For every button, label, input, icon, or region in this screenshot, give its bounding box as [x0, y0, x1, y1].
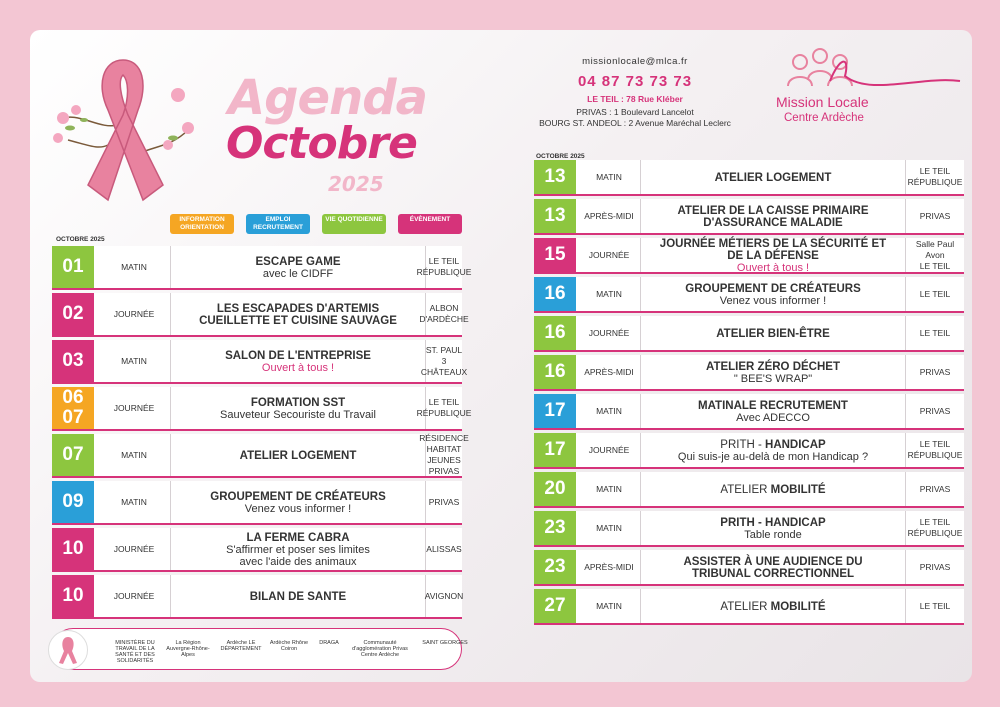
day-number: 09: [62, 491, 84, 512]
event-day: [52, 575, 94, 617]
event-description: [640, 511, 906, 545]
event-location: PRIVAS: [919, 405, 951, 416]
event-title: GROUPEMENT DE CRÉATEURS: [210, 490, 386, 503]
event-row: [534, 550, 964, 586]
event-time: JOURNÉE: [588, 328, 630, 338]
month-label-left: OCTOBRE 2025: [56, 236, 105, 243]
day-number: 07: [62, 444, 84, 465]
event-title: ATELIER LOGEMENT: [239, 449, 357, 462]
event-title: ATELIER ZÉRO DÉCHET: [706, 360, 840, 373]
legend-label: INFORMATION ORIENTATION: [179, 216, 225, 231]
event-subtitle: avec le CIDFF: [262, 267, 334, 280]
title-agenda: Agenda: [228, 70, 427, 126]
mission-locale-logo: [770, 46, 970, 136]
event-title-line: [715, 171, 832, 184]
event-subtitle: Avec ADECCO: [736, 411, 810, 424]
event-title: ATELIER LOGEMENT: [714, 171, 832, 184]
partner-logo: Ardèche Rhône Coiron: [269, 640, 309, 652]
event-title-line: [720, 600, 825, 613]
event-description: [640, 394, 906, 428]
event-title-prefix: PRITH -: [720, 438, 766, 451]
day-number: 13: [544, 205, 566, 226]
event-title: ASSISTER À UNE AUDIENCE DU: [683, 555, 863, 568]
event-day: [534, 316, 576, 350]
event-title: ATELIER DE LA CAISSE PRIMAIRE: [677, 204, 869, 217]
event-title-line: [250, 590, 346, 603]
day-number: 06: [62, 387, 84, 408]
partner-logo: DRAGA: [319, 640, 339, 646]
event-time: MATIN: [596, 172, 622, 182]
contact-block: [520, 56, 750, 128]
event-title-2: CUEILLETTE ET CUISINE SAUVAGE: [199, 314, 397, 327]
logo-text-line2: Centre Ardèche: [784, 112, 864, 124]
event-description: [170, 434, 426, 476]
partner-logo: Communauté d'agglomération Privas Centre Ardèche: [352, 640, 408, 658]
event-title-2: TRIBUNAL CORRECTIONNEL: [691, 567, 855, 580]
event-title: MOBILITÉ: [770, 600, 826, 613]
event-row: [534, 160, 964, 196]
event-title-line: [240, 449, 357, 462]
event-title-line: [217, 302, 379, 315]
partner-logo: Ardèche LE DÉPARTEMENT: [220, 640, 262, 652]
event-row: [534, 511, 964, 547]
event-day: [534, 511, 576, 545]
legend-label: VIE QUOTIDIENNE: [325, 216, 383, 223]
event-subtitle-2: avec l'aide des animaux: [239, 555, 357, 568]
legend-item: [170, 214, 234, 234]
event-day: [534, 394, 576, 428]
event-title-line: [716, 327, 830, 340]
event-title: JOURNÉE MÉTIERS DE LA SÉCURITÉ ET: [659, 237, 887, 250]
day-number: 17: [544, 439, 566, 460]
event-day: [534, 550, 576, 584]
day-number: 20: [544, 478, 566, 499]
legend-item: [322, 214, 386, 234]
event-title-line: [720, 483, 825, 496]
event-time: MATIN: [121, 497, 147, 507]
event-location: LE TEIL RÉPUBLIQUE: [907, 439, 963, 460]
event-title-line: [246, 531, 349, 544]
contact-phone[interactable]: 04 87 73 73 73: [577, 73, 693, 90]
event-time: JOURNÉE: [113, 591, 155, 601]
event-title-line: [685, 282, 861, 295]
event-row: [52, 246, 472, 290]
title-month: Octobre: [226, 118, 417, 169]
event-description: [170, 340, 426, 382]
category-legend: [170, 214, 462, 234]
day-number: 13: [544, 166, 566, 187]
event-row: [534, 199, 964, 235]
event-title-line: [225, 349, 371, 362]
event-day: [52, 340, 94, 382]
event-title-prefix: ATELIER: [720, 600, 771, 613]
address-bourg: BOURG ST. ANDEOL : 2 Avenue Maréchal Leclerc: [539, 118, 731, 128]
event-subtitle: Venez vous informer !: [244, 502, 352, 515]
legend-item: [398, 214, 462, 234]
pink-ribbon-icon: [48, 50, 198, 220]
event-title-line: [698, 399, 848, 412]
event-location: PRIVAS: [919, 366, 951, 377]
day-number: 16: [544, 322, 566, 343]
day-number: 23: [544, 517, 566, 538]
event-row: [52, 481, 462, 525]
event-title: HANDICAP: [765, 438, 826, 451]
event-description: [170, 246, 426, 288]
event-location: Salle Paul Avon LE TEIL: [915, 238, 955, 271]
event-title-line: [720, 516, 825, 529]
event-title: LA FERME CABRA: [246, 531, 350, 544]
event-day: [52, 481, 94, 523]
people-logo-icon: [770, 46, 970, 96]
event-description: [170, 575, 426, 617]
event-day: [52, 246, 94, 288]
day-number: 16: [544, 361, 566, 382]
partner-logo: La Région Auvergne-Rhône-Alpes: [166, 640, 210, 658]
event-time: MATIN: [596, 523, 622, 533]
event-location: LE TEIL RÉPUBLIQUE: [907, 166, 963, 187]
event-description: [170, 528, 426, 570]
event-day: [534, 589, 576, 623]
event-time: JOURNÉE: [588, 445, 630, 455]
event-time: JOURNÉE: [113, 544, 155, 554]
event-description: [640, 199, 906, 233]
day-number: 15: [544, 244, 566, 265]
event-description: [640, 550, 906, 584]
event-row: [534, 433, 964, 469]
event-row: [52, 293, 469, 337]
event-title-line: [683, 555, 862, 568]
event-description: [170, 387, 426, 429]
event-description: [640, 160, 906, 194]
event-description: [640, 238, 906, 272]
event-subtitle: Ouvert à tous !: [261, 361, 335, 374]
event-day: [534, 277, 576, 311]
event-title-line: [210, 490, 386, 503]
event-title: SALON DE L'ENTREPRISE: [225, 349, 371, 362]
day-number: 02: [62, 303, 84, 324]
event-description: [170, 293, 426, 335]
contact-email[interactable]: missionlocale@mlca.fr: [582, 56, 688, 67]
event-time: JOURNÉE: [588, 250, 630, 260]
event-location: RÉSIDENCE HABITAT JEUNES PRIVAS: [419, 433, 469, 476]
event-subtitle: Sauveteur Secouriste du Travail: [220, 408, 376, 421]
event-title: MOBILITÉ: [770, 483, 826, 496]
partner-logo: SAINT GEORGES: [422, 640, 468, 646]
event-description: [640, 277, 906, 311]
event-row: [534, 277, 964, 313]
event-time: MATIN: [121, 262, 147, 272]
event-day: [534, 433, 576, 467]
event-day: [52, 293, 94, 335]
event-time: APRÈS-MIDI: [584, 562, 634, 572]
event-time: MATIN: [121, 356, 147, 366]
event-location: ALISSAS: [426, 543, 462, 554]
event-time: APRÈS-MIDI: [584, 367, 634, 377]
event-location: LE TEIL RÉPUBLIQUE: [416, 256, 472, 277]
event-title: FORMATION SST: [250, 396, 346, 409]
day-number: 10: [62, 585, 84, 606]
event-title: ESCAPE GAME: [255, 255, 341, 268]
event-location: AVIGNON: [424, 590, 464, 601]
event-location: ST. PAUL 3 CHÂTEAUX: [420, 344, 468, 377]
event-location: LE TEIL RÉPUBLIQUE: [907, 517, 963, 538]
footer-ribbon-icon: [48, 630, 88, 670]
event-location: PRIVAS: [428, 496, 460, 507]
agenda-title: [218, 70, 458, 200]
event-title-line: [720, 438, 825, 451]
event-subtitle: S'affirmer et poser ses limites: [226, 543, 370, 556]
event-row: [52, 528, 462, 572]
legend-label: EMPLOI RECRUTEMENT: [253, 216, 303, 231]
event-day: [534, 355, 576, 389]
event-row: [534, 472, 964, 508]
event-row: [534, 589, 964, 625]
event-row: [534, 394, 964, 430]
event-location: LE TEIL RÉPUBLIQUE: [416, 397, 472, 418]
event-row: [52, 340, 468, 384]
day-number: 16: [544, 283, 566, 304]
event-description: [640, 316, 906, 350]
month-label-right: OCTOBRE 2025: [536, 153, 585, 160]
address-privas: PRIVAS : 1 Boulevard Lancelot: [576, 107, 694, 117]
event-location: PRIVAS: [919, 561, 951, 572]
event-location: LE TEIL: [919, 600, 951, 611]
event-description: [640, 589, 906, 623]
day-number: 03: [62, 350, 84, 371]
event-location: LE TEIL: [919, 288, 951, 299]
day-number: 01: [62, 256, 84, 277]
event-title: LES ESCAPADES D'ARTEMIS: [216, 302, 380, 315]
event-location: PRIVAS: [919, 483, 951, 494]
title-year: 2025: [328, 172, 384, 196]
event-time: MATIN: [121, 450, 147, 460]
event-day: [534, 160, 576, 194]
event-time: JOURNÉE: [113, 309, 155, 319]
event-day: [534, 472, 576, 506]
event-description: [170, 481, 426, 523]
event-day: [52, 434, 94, 476]
event-location: PRIVAS: [919, 210, 951, 221]
event-time: MATIN: [596, 484, 622, 494]
event-row: [52, 433, 469, 478]
event-title-line: [251, 396, 345, 409]
event-title-line: [256, 255, 341, 268]
day-number: 17: [544, 400, 566, 421]
legend-label: ÉVÈNEMENT: [409, 216, 451, 223]
event-row: [534, 316, 964, 352]
address-le-teil: LE TEIL : 78 Rue Kléber: [587, 94, 683, 104]
event-description: [640, 355, 906, 389]
event-title-2: D'ASSURANCE MALADIE: [703, 216, 843, 229]
day-number: 23: [544, 556, 566, 577]
event-day: [52, 528, 94, 570]
partner-logo: MINISTÈRE DU TRAVAIL DE LA SANTÉ ET DES SOLIDARITÉS: [115, 640, 155, 664]
event-title-2: DE LA DÉFENSE: [727, 249, 819, 262]
event-time: MATIN: [596, 601, 622, 611]
day-number: 10: [62, 538, 84, 559]
event-location: ALBON D'ARDÈCHE: [419, 303, 469, 324]
event-day: [534, 238, 576, 272]
event-row: [534, 355, 964, 391]
event-time: MATIN: [596, 406, 622, 416]
event-title-prefix: ATELIER: [720, 483, 771, 496]
event-title: BILAN DE SANTE: [249, 590, 347, 603]
logo-text-line1: Mission Locale: [776, 94, 869, 110]
event-title: ATELIER BIEN-ÊTRE: [716, 327, 830, 340]
event-time: MATIN: [596, 289, 622, 299]
event-description: [640, 472, 906, 506]
event-location: LE TEIL: [919, 327, 951, 338]
event-subtitle: " BEE'S WRAP": [733, 372, 813, 385]
event-subtitle: Ouvert à tous !: [736, 261, 810, 274]
event-subtitle: Qui suis-je au-delà de mon Handicap ?: [677, 450, 869, 463]
event-subtitle: Table ronde: [744, 528, 802, 541]
event-title-line: [660, 237, 886, 250]
event-subtitle: Venez vous informer !: [719, 294, 827, 307]
event-day: [534, 199, 576, 233]
event-title: GROUPEMENT DE CRÉATEURS: [685, 282, 861, 295]
event-description: [640, 433, 906, 467]
event-row: [52, 575, 462, 619]
event-title-line: [677, 204, 868, 217]
event-time: APRÈS-MIDI: [584, 211, 634, 221]
event-day: [52, 387, 94, 429]
event-title: MATINALE RECRUTEMENT: [698, 399, 848, 412]
event-time: JOURNÉE: [113, 403, 155, 413]
event-row: [52, 387, 472, 431]
day-number-2: 07: [62, 407, 84, 428]
event-title-line: [706, 360, 840, 373]
day-number: 27: [544, 595, 566, 616]
event-row: [534, 238, 964, 274]
legend-item: [246, 214, 310, 234]
event-title: PRITH - HANDICAP: [720, 516, 826, 529]
